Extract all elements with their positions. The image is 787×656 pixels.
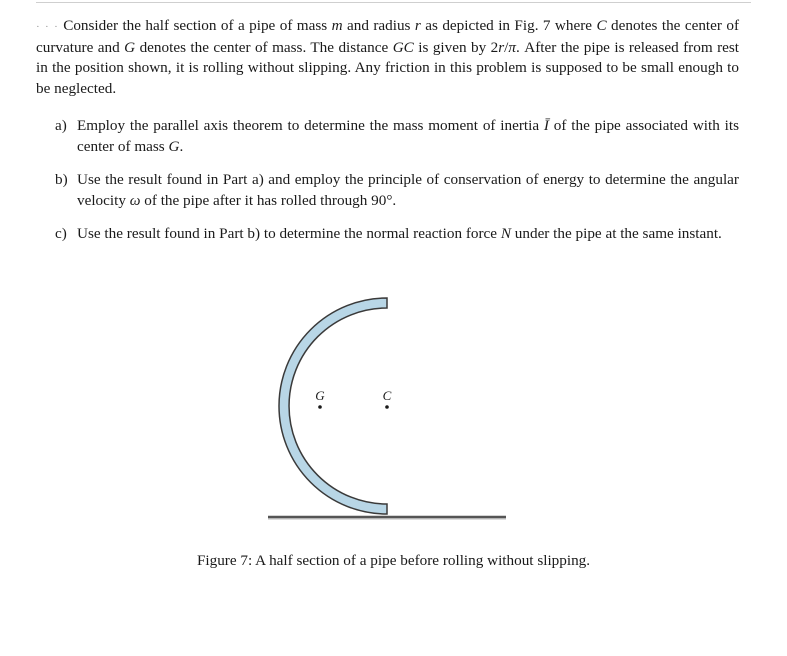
intro-text: . After the pipe is released from rest in the position shown, it is rolling without slipping. Any friction in this problem is supposed to be small enough to be neglected. <box>36 38 740 97</box>
symbol-r: r <box>414 17 421 34</box>
part-b-text: of the pipe after it has rolled through 90°. <box>140 191 397 209</box>
intro-text: denotes the center of mass. The distance <box>135 38 393 56</box>
part-a-text: of the pipe associated with its center of mass <box>77 117 739 155</box>
problem-statement <box>36 16 739 99</box>
label-c: C <box>382 388 392 403</box>
part-b-label: b) <box>55 171 68 188</box>
intro-text: and radius <box>342 17 415 34</box>
part-a-text: . <box>179 137 184 155</box>
pipe-figure <box>260 288 520 533</box>
part-c <box>55 224 739 245</box>
symbol-gc: GC <box>392 38 414 56</box>
part-b <box>55 170 739 211</box>
part-c-text: under the pipe at the same instant. <box>510 225 722 242</box>
half-pipe-shape <box>279 298 387 514</box>
part-c-label: c) <box>55 225 67 242</box>
part-b-text: Use the result found in Part a) and employ the principle of conservation of energy to determine the angular velocity <box>77 171 739 209</box>
symbol-omega: ω <box>129 191 141 209</box>
intro-text: as depicted in Fig. 7 where <box>420 17 597 34</box>
part-c-text: Use the result found in Part b) to determine the normal reaction force <box>77 225 501 242</box>
intro-text: is given by 2 <box>413 38 499 56</box>
symbol-g: G <box>124 38 136 56</box>
symbol-i-bar: Ī <box>543 117 549 134</box>
intro-text: denotes the center of curvature and <box>36 17 740 56</box>
symbol-c: C <box>596 17 607 34</box>
point-g-dot <box>318 405 322 409</box>
part-a <box>55 116 739 157</box>
sub-questions <box>55 116 739 258</box>
label-g: G <box>315 388 325 403</box>
intro-text: / <box>504 38 509 56</box>
part-a-label: a) <box>55 117 67 134</box>
symbol-n: N <box>500 225 511 242</box>
top-rule <box>36 2 751 3</box>
part-a-text: Employ the parallel axis theorem to determine the mass moment of inertia <box>77 117 544 134</box>
figure-caption: Figure 7: A half section of a pipe before rolling without slipping. <box>196 552 591 569</box>
symbol-pi: π <box>508 38 517 56</box>
symbol-m: m <box>331 17 343 34</box>
intro-text: Consider the half section of a pipe of mass <box>63 17 332 34</box>
symbol-r: r <box>498 38 505 56</box>
problem-marker: · · · <box>36 21 59 33</box>
symbol-g: G <box>168 137 180 155</box>
point-c-dot <box>385 405 389 409</box>
